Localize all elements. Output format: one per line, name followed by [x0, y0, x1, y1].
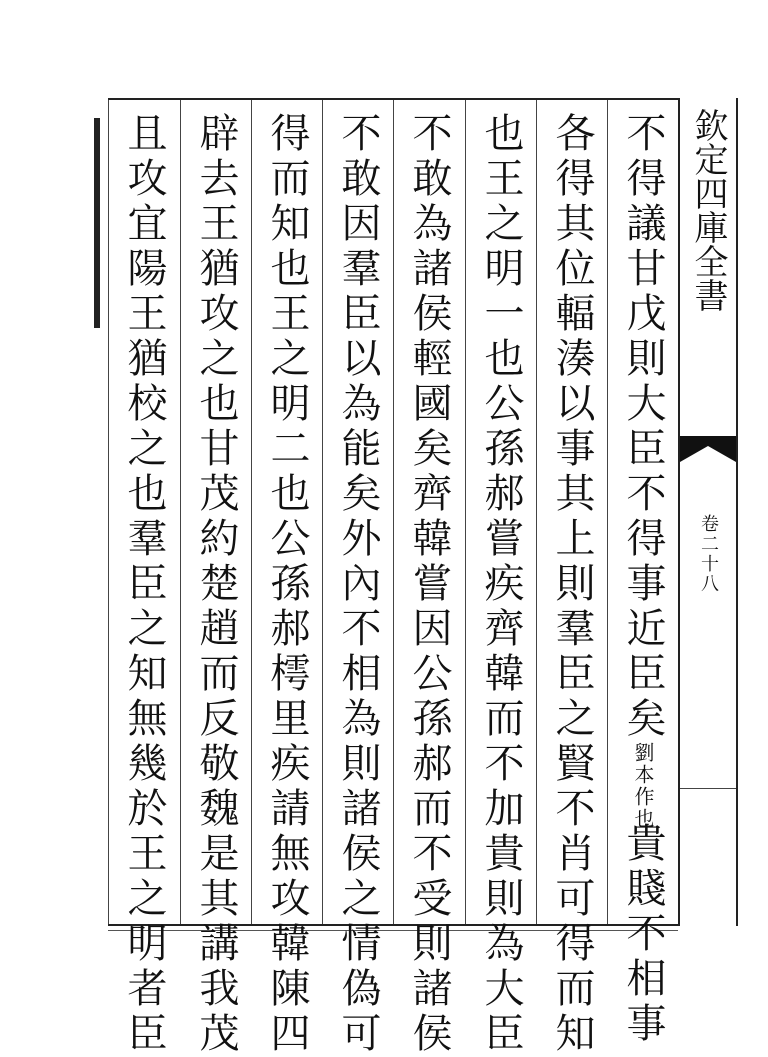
- text-column-8: [115, 112, 173, 1057]
- fishtail-mark-icon: [680, 436, 736, 462]
- text-column-5: [329, 112, 387, 1057]
- column-rule: [322, 100, 323, 924]
- column-rule: [536, 100, 537, 924]
- column-tail-text: 貴賤不相事: [620, 822, 666, 1047]
- juan-number: 卷二十八: [698, 514, 719, 594]
- column-main-text: 不得議甘戊則大臣不得事近臣矣: [620, 112, 666, 742]
- column-rule: [108, 100, 109, 924]
- text-column-1: [614, 112, 672, 1047]
- column-main-text: 得而知也王之明二也公孫郝樗里疾請無攻韓陳四: [264, 112, 310, 1057]
- column-rule: [393, 100, 394, 924]
- column-main-text: 不敢因羣臣以為能矣外內不相為則諸侯之情偽可: [335, 112, 381, 1057]
- column-rule: [180, 100, 181, 924]
- text-column-4: [400, 112, 458, 1057]
- column-rule: [607, 100, 608, 924]
- column-main-text: 各得其位輻湊以事其上則羣臣之賢不肖可得而知: [549, 112, 595, 1057]
- page-margin-banxin: [678, 98, 738, 926]
- text-column-2: [543, 112, 601, 1057]
- text-column-7: [187, 112, 245, 1057]
- column-rule: [465, 100, 466, 924]
- note-left-line: 作也: [631, 786, 655, 830]
- margin-rule: [680, 788, 736, 789]
- column-rule: [251, 100, 252, 924]
- binding-edge-mark: [94, 118, 100, 328]
- text-column-6: [258, 112, 316, 1057]
- book-title: 欽定四庫全書: [688, 108, 728, 312]
- text-column-3: [472, 112, 530, 1057]
- interlinear-note: [624, 742, 672, 830]
- column-main-text: 不敢為諸侯輕國矣齊韓嘗因公孫郝而不受則諸侯: [406, 112, 452, 1057]
- note-right-line: 劉本: [631, 742, 655, 786]
- column-main-text: 也王之明一也公孫郝嘗疾齊韓而不加貴則為大臣: [478, 112, 524, 1057]
- column-main-text: 且攻宜陽王猶校之也羣臣之知無幾於王之明者臣: [121, 112, 167, 1057]
- column-main-text: 辟去王猶攻之也甘茂約楚趙而反敬魏是其講我茂: [193, 112, 239, 1057]
